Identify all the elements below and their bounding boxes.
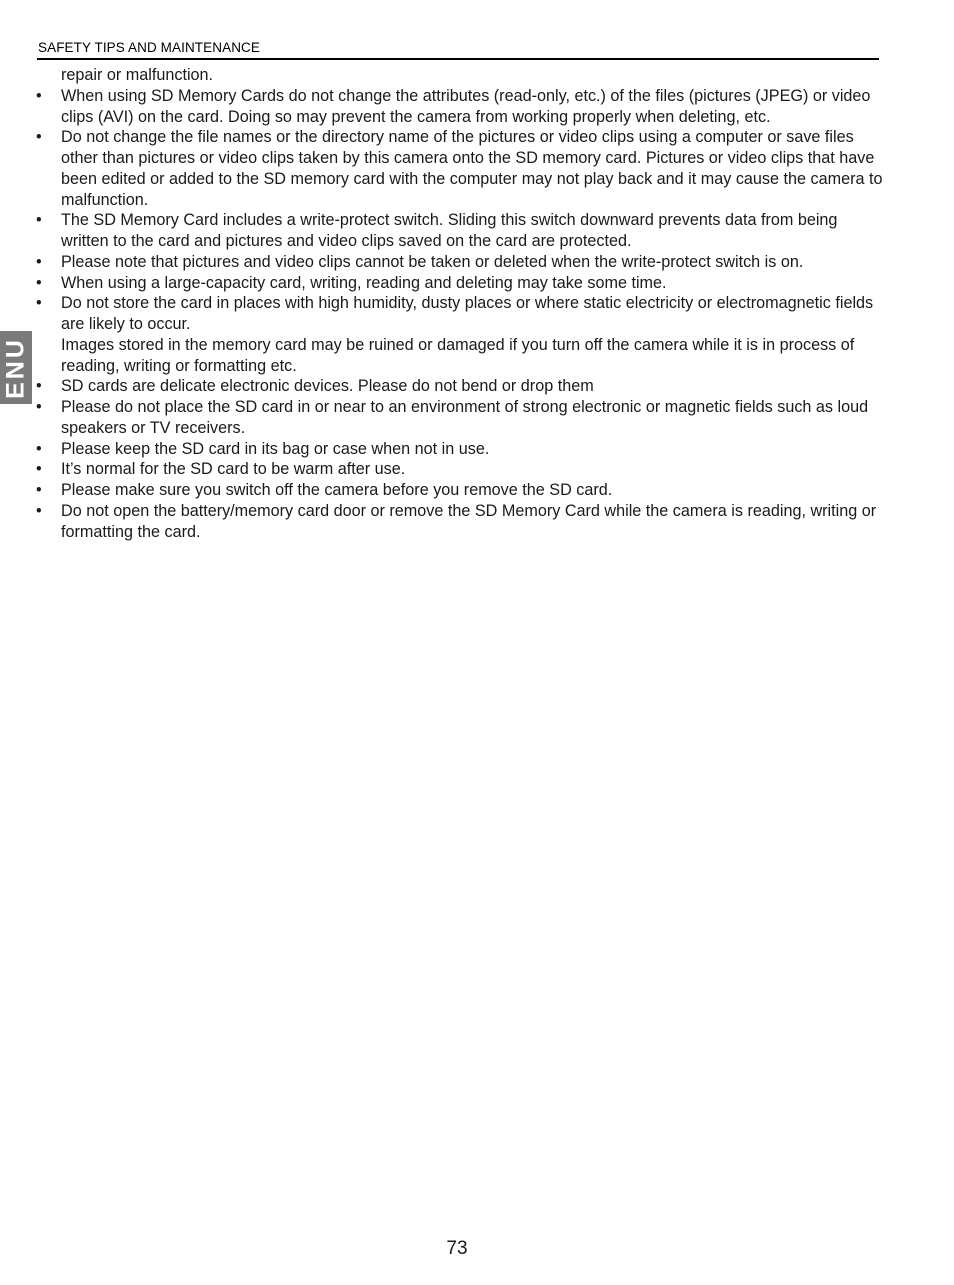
list-item-text: Please note that pictures and video clips cannot be taken or deleted when the write-protect switch is on. xyxy=(61,252,804,271)
list-item-text: It’s normal for the SD card to be warm after use. xyxy=(61,460,406,479)
language-tab xyxy=(0,331,32,404)
list-item xyxy=(36,293,886,335)
list-item-text: Please do not place the SD card in or near to an environment of strong electronic or magnetic fields such as loud speakers or TV receivers. xyxy=(61,398,869,437)
list-item xyxy=(36,273,886,294)
list-item xyxy=(36,376,886,397)
list-item-text: Please make sure you switch off the camera before you remove the SD card. xyxy=(61,481,613,499)
list-item xyxy=(36,459,886,480)
bullet-marker: • xyxy=(36,398,42,416)
bullet-marker: • xyxy=(36,252,42,271)
list-item-text: Do not open the battery/memory card door or remove the SD Memory Card while the camera is reading, writing or formatting the card. xyxy=(61,501,877,541)
list-item xyxy=(36,86,886,128)
list-item-text: Please keep the SD card in its bag or case when not in use. xyxy=(61,439,490,458)
page-header xyxy=(37,39,879,60)
bullet-marker: • xyxy=(36,460,42,479)
section-title: SAFETY TIPS AND MAINTENANCE xyxy=(38,40,260,55)
list-item-text: Do not change the file names or the directory name of the pictures or video clips using a computer or save files other than pictures or video clips taken by this camera onto the SD memory card. Pictures or video clips that have been edited or added to the SD memory card with the computer may not play back and it may cause the camera to malfunction. xyxy=(61,128,883,209)
list-item xyxy=(36,439,886,460)
list-item xyxy=(36,252,886,273)
safety-tips-list xyxy=(36,65,886,542)
bullet-marker: • xyxy=(36,501,42,520)
list-item xyxy=(36,397,886,439)
continuation-text-content: repair or malfunction. xyxy=(61,66,214,84)
bullet-marker: • xyxy=(36,377,42,396)
list-item-text: Do not store the card in places with high humidity, dusty places or where static electricity or electromagnetic fields are likely to occur. xyxy=(61,294,874,333)
list-item-text: SD cards are delicate electronic devices. Please do not bend or drop them xyxy=(61,377,594,396)
list-item-text: Images stored in the memory card may be ruined or damaged if you turn off the camera while it is in process of reading, writing or formatting etc. xyxy=(61,335,855,375)
page-number: 73 xyxy=(446,1238,468,1259)
bullet-marker: • xyxy=(36,481,42,499)
list-item xyxy=(36,210,886,252)
bullet-marker: • xyxy=(36,211,42,230)
bullet-marker: • xyxy=(36,86,42,105)
list-item xyxy=(36,127,886,210)
list-item-continuation xyxy=(36,335,886,377)
language-tab-label: ENU xyxy=(1,337,30,399)
bullet-marker: • xyxy=(36,128,42,147)
bullet-marker: • xyxy=(36,273,42,292)
bullet-marker: • xyxy=(36,294,42,313)
bullet-marker: • xyxy=(36,439,42,458)
list-item-text: When using a large-capacity card, writing, reading and deleting may take some time. xyxy=(61,273,667,292)
continuation-text xyxy=(36,65,886,86)
list-item-text: When using SD Memory Cards do not change the attributes (read-only, etc.) of the files (pictures (JPEG) or video clips (AVI) on the card. Doing so may prevent the camera from working properly when deleting, etc. xyxy=(61,86,871,126)
list-item-text: The SD Memory Card includes a write-protect switch. Sliding this switch downward prevents data from being written to the card and pictures and video clips saved on the card are protected. xyxy=(61,211,838,250)
list-item xyxy=(36,501,886,543)
list-item xyxy=(36,480,886,501)
